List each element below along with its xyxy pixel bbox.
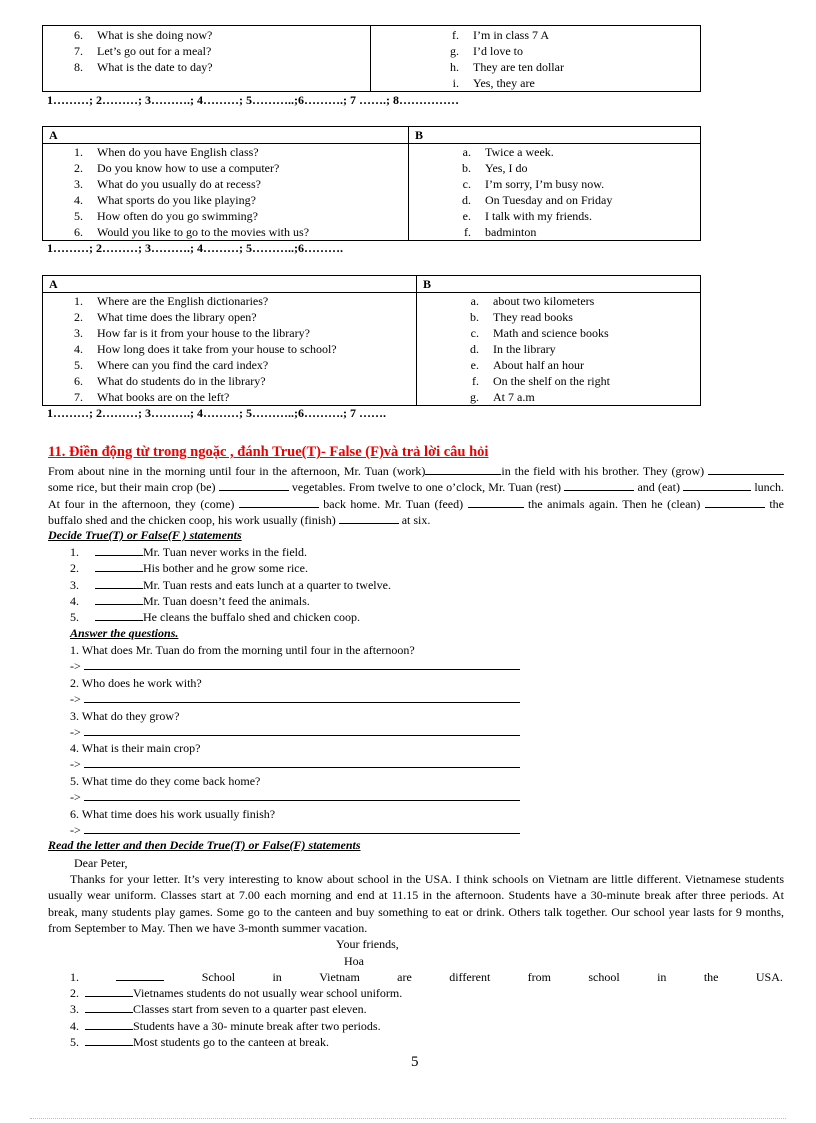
question-text: 6. What time does his work usually finish? xyxy=(70,807,276,821)
tf-item: 3. Classes start from seven to a quarter past eleven. xyxy=(70,1002,367,1017)
list-item: a. about two kilometers xyxy=(470,294,595,308)
answer-line-2: 1………; 2………; 3……….; 4………; 5………..;6………. xyxy=(47,241,343,255)
blank-clean[interactable] xyxy=(705,496,765,508)
answer-line[interactable] xyxy=(84,757,520,768)
answer-line[interactable] xyxy=(84,692,520,703)
column-header-a: A xyxy=(43,127,409,144)
list-item: 6. What is she doing now? xyxy=(74,28,213,42)
blank-come[interactable] xyxy=(239,496,319,508)
table2-right-cell xyxy=(409,144,701,241)
tf-item: 4. Students have a 30- minute break after two periods. xyxy=(70,1018,381,1033)
letter-tf-item-1: 1. School in Vietnam are different from school in the USA. xyxy=(70,970,783,984)
list-item: 2. What time does the library open? xyxy=(74,310,257,324)
tf-blank[interactable] xyxy=(85,1034,133,1046)
list-item: i. Yes, they are xyxy=(452,76,535,90)
list-item: g. At 7 a.m xyxy=(470,390,535,404)
blank-eat[interactable] xyxy=(683,479,751,491)
tf-item: 3. Mr. Tuan rests and eats lunch at a quarter to twelve. xyxy=(70,577,391,592)
column-header-b: B xyxy=(417,276,701,293)
list-item: d. On Tuesday and on Friday xyxy=(462,193,613,207)
tf-item: 5. He cleans the buffalo shed and chicken coop. xyxy=(70,610,361,625)
blank-be[interactable] xyxy=(219,479,289,491)
list-item: 1. Where are the English dictionaries? xyxy=(74,294,269,308)
page-bottom-divider xyxy=(30,1118,786,1119)
list-item: 6. Would you like to go to the movies with us? xyxy=(74,225,310,239)
tf-item: 1. Mr. Tuan never works in the field. xyxy=(70,545,307,559)
answer-row: -> xyxy=(70,822,520,838)
list-item: 8. What is the date to day? xyxy=(74,60,213,74)
answer-row: -> xyxy=(70,724,520,740)
tf-blank[interactable] xyxy=(95,560,143,572)
tf-heading: Decide True(T) or False(F ) statements xyxy=(48,528,242,542)
section-title: 11. Điền động từ trong ngoặc , đánh True(T)- False (F)và trả lời câu hỏi xyxy=(48,444,489,460)
tf-list xyxy=(70,544,391,625)
answer-line[interactable] xyxy=(84,823,520,834)
list-item: f. badminton xyxy=(464,225,537,239)
questions-heading: Answer the questions. xyxy=(70,626,179,640)
question-text: 5. What time do they come back home? xyxy=(70,774,261,788)
list-item: 4. How long does it take from your house to school? xyxy=(74,342,337,356)
tf-item: 2. Vietnames students do not usually wear school uniform. xyxy=(70,986,403,1000)
list-item: c. I’m sorry, I’m busy now. xyxy=(462,177,605,191)
column-header-b: B xyxy=(409,127,701,144)
question-text: 3. What do they grow? xyxy=(70,709,180,723)
list-item: 6. What do students do in the library? xyxy=(74,374,266,388)
matching-table-3 xyxy=(42,275,701,406)
tf-blank[interactable] xyxy=(85,985,133,997)
table1-left-cell xyxy=(43,26,371,92)
list-item: f. I’m in class 7 A xyxy=(452,28,549,42)
answer-row: -> xyxy=(70,691,520,707)
list-item: 2. Do you know how to use a computer? xyxy=(74,161,280,175)
answer-row: -> xyxy=(70,658,520,674)
table2-left-cell xyxy=(43,144,409,241)
answer-row: -> xyxy=(70,789,520,805)
question-text: 2. Who does he work with? xyxy=(70,676,202,690)
matching-table-2 xyxy=(42,126,701,241)
tf-item: 5. Most students go to the canteen at break. xyxy=(70,1034,329,1049)
answer-line[interactable] xyxy=(84,725,520,736)
letter-signature: Hoa xyxy=(344,954,364,968)
blank-feed[interactable] xyxy=(468,496,524,508)
tf-blank[interactable] xyxy=(95,577,143,589)
list-item: 7. What books are on the left? xyxy=(74,390,230,404)
list-item: 3. What do you usually do at recess? xyxy=(74,177,261,191)
answer-row: -> xyxy=(70,756,520,772)
matching-table-1 xyxy=(42,25,701,92)
answer-line-3: 1………; 2………; 3……….; 4………; 5………..;6……….; 7 ……. xyxy=(47,406,386,420)
letter-closing: Your friends, xyxy=(336,937,399,951)
list-item: a. Twice a week. xyxy=(462,145,554,159)
list-item: f. On the shelf on the right xyxy=(472,374,610,388)
blank-grow[interactable] xyxy=(708,463,784,475)
tf-blank[interactable] xyxy=(85,1001,133,1013)
tf-blank[interactable] xyxy=(116,969,164,981)
list-item: e. I talk with my friends. xyxy=(462,209,592,223)
list-item: 5. How often do you go swimming? xyxy=(74,209,258,223)
table1-right-cell xyxy=(371,26,701,92)
letter-body: Thanks for your letter. It’s very interesting to know about school in the USA. I think schools on Vietnam are little different. Vietnamese students usually wear uniform. Classes start at 7.00 each morning and end at 11.15 in the afternoon. Students have a 30-minute break after three periods. At break, many students play games. Some go to the canteen and buy something to eat or drink. Others talk together. Our school year lasts for 9 months, from September to May. Then we have 3-month summer vacation. xyxy=(48,872,784,935)
list-item: e. About half an hour xyxy=(470,358,584,372)
blank-work[interactable] xyxy=(425,463,501,475)
list-item: c. Math and science books xyxy=(470,326,609,340)
tf-blank[interactable] xyxy=(95,593,143,605)
blank-rest[interactable] xyxy=(564,479,634,491)
letter-heading: Read the letter and then Decide True(T) or False(F) statements xyxy=(48,838,361,852)
tf-item: 4. Mr. Tuan doesn’t feed the animals. xyxy=(70,593,310,608)
answer-line-1: 1………; 2………; 3……….; 4………; 5………..;6……….; 7 …….; 8…………… xyxy=(47,93,459,107)
list-item: 1. When do you have English class? xyxy=(74,145,259,159)
list-item: h. They are ten dollar xyxy=(450,60,564,74)
list-item: 7. Let’s go out for a meal? xyxy=(74,44,212,58)
question-text: 1. What does Mr. Tuan do from the morning until four in the afternoon? xyxy=(70,643,415,657)
tf-blank[interactable] xyxy=(95,544,143,556)
letter-tf-list xyxy=(70,985,402,1050)
letter-greeting: Dear Peter, xyxy=(74,856,128,870)
column-header-a: A xyxy=(43,276,417,293)
table3-left-cell xyxy=(43,293,417,406)
tf-blank[interactable] xyxy=(95,609,143,621)
page-number: 5 xyxy=(411,1054,419,1070)
fill-in-paragraph: From about nine in the morning until four in the afternoon, Mr. Tuan (work) in the field with his brother. They (grow) some rice, but their main crop (be) vegetables. From twelve to one o’clock, Mr. Tuan (rest) and (eat) lunch. At four in the afternoon, they (come) back home. Mr. Tuan (feed) the animals again. Then he (clean) the buffalo shed and the chicken coop, his work usually (finish) at six. xyxy=(48,464,784,527)
list-item: 4. What sports do you like playing? xyxy=(74,193,256,207)
list-item: 5. Where can you find the card index? xyxy=(74,358,269,372)
list-item: g. I’d love to xyxy=(450,44,523,58)
blank-finish[interactable] xyxy=(339,512,399,524)
list-item: b. Yes, I do xyxy=(462,161,528,175)
table3-right-cell xyxy=(417,293,701,406)
list-item: d. In the library xyxy=(470,342,556,356)
answer-line[interactable] xyxy=(84,659,520,670)
list-item: b. They read books xyxy=(470,310,573,324)
tf-blank[interactable] xyxy=(85,1018,133,1030)
answer-line[interactable] xyxy=(84,790,520,801)
list-item: 3. How far is it from your house to the library? xyxy=(74,326,310,340)
question-text: 4. What is their main crop? xyxy=(70,741,201,755)
tf-item: 2. His bother and he grow some rice. xyxy=(70,561,308,576)
